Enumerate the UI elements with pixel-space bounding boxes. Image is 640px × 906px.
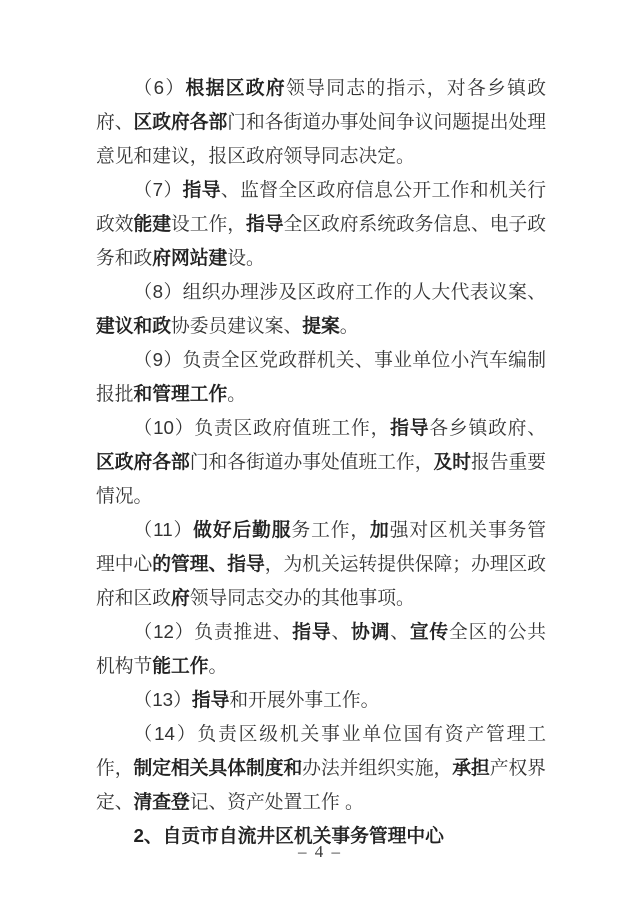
text-run: 。 [208,655,228,676]
text-run: 全区的公共机构节 [96,621,547,676]
text-run-bold: 府 [171,587,190,608]
text-run-bold: 府网站建 [152,247,228,268]
text-run-bold: 及时 [433,451,471,472]
text-run: （12） [133,621,195,642]
text-run-bold: 区政府各部 [133,111,228,132]
text-run: （11） [133,519,194,540]
text-run-bold: 指导 [292,621,332,642]
text-run-bold: 宣传 [409,621,449,642]
text-run: 门和各街道办事处值班工作， [189,451,434,472]
text-run-bold: 提案 [302,315,340,336]
text-run: （14） [133,723,198,744]
paragraph-item-12 [96,615,546,683]
text-run: 负责全区党政群机关、事业单位小汽车编制报批 [96,349,546,404]
paragraph-item-13 [96,683,546,717]
text-run-bold: 建议和政 [96,315,171,336]
text-run: 全区政府系统政务信息、电子政务和政 [96,213,546,268]
text-run: 设。 [227,247,265,268]
text-run: （8） [133,281,183,302]
text-run: 负责推进、 [194,621,293,642]
text-run: （9） [133,349,183,370]
text-run-bold: 和管理工作 [133,383,228,404]
paragraph-item-11 [96,513,546,615]
text-run: 协委员建议案、 [171,315,303,336]
text-run-bold: 做好后勤服 [193,519,292,540]
text-run: 、 [390,621,410,642]
paragraph-item-8 [96,275,546,343]
text-run: （10）负责区政府值班工作， [133,417,391,438]
page-number: – 4 – [298,842,342,861]
text-run: 、监督全区政府信息公开工作和机关行政效 [96,179,547,234]
text-run: 记、资产处置工作 。 [189,791,364,812]
paragraph-item-9 [96,343,546,411]
text-run: 领导同志的指示，对各乡镇政府、 [96,77,547,132]
text-run-bold: 指导 [182,179,221,200]
text-run-bold: 承担 [452,757,490,778]
paragraph-item-10 [96,411,546,513]
document-body [96,71,546,853]
text-run: （13） [133,689,192,710]
text-run: 领导同志交办的其他事项。 [189,587,415,608]
text-run: 组织办理涉及区政府工作的人大代表议案、 [182,281,546,302]
text-run-bold: 指导 [246,213,284,234]
text-run: 各乡镇政府、 [429,417,547,438]
paragraph-item-7 [96,173,546,275]
text-run-bold: 能建 [133,213,171,234]
paragraph-item-6 [96,71,546,173]
text-run: 。 [339,315,359,336]
text-run-bold: 区政府各部 [96,451,190,472]
text-run-bold: 能工作 [152,655,209,676]
text-run: （7） [133,179,183,200]
text-run-bold: 指导 [390,417,430,438]
text-run-bold: 清查登 [133,791,190,812]
text-run: 务工作， [291,519,371,540]
text-run: 产权界定、 [96,757,546,812]
paragraph-item-14 [96,717,546,819]
section-heading-text: 2、自贡市自流井区机关事务管理中心 [133,825,444,846]
text-run: 设工作， [171,213,246,234]
text-run-bold: 制定相关具体制度和 [133,757,303,778]
text-run-bold: 协调 [351,621,391,642]
text-run-bold: 的管理、指导 [152,553,265,574]
text-run-bold: 加 [370,519,390,540]
text-run: 、 [331,621,352,642]
text-run: 。 [227,383,246,404]
text-run: 强对区机关事务管理中心 [96,519,547,574]
text-run: ，为机关运转提供保障；办理区政府和区政 [96,553,546,608]
text-run: 办法并组织实施， [302,757,453,778]
text-run-bold: 根据区政府 [185,77,287,98]
text-run: （6） [133,77,186,98]
text-run-bold: 指导 [191,689,230,710]
text-run: 门和各街道办事处间争议问题提出处理意见和建议，报区政府领导同志决定。 [96,111,546,166]
text-run: 和开展外事工作。 [229,689,380,710]
text-run: 报告重要情况。 [96,451,546,506]
text-run: 负责区级机关事业单位国有资产管理工作， [96,723,547,778]
